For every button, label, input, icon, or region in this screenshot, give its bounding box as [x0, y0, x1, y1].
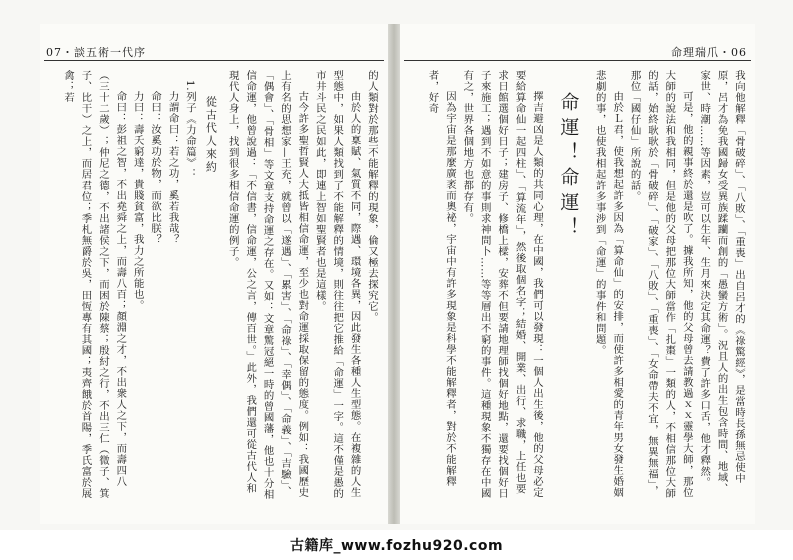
watermark-text: 古籍库_www.fozhu920.com: [289, 538, 504, 554]
left-header-rule: [44, 60, 384, 61]
left-page-body: [48, 70, 380, 504]
section-label: 1.列子《力命篇》：: [183, 80, 196, 180]
right-page-body: [408, 70, 747, 504]
site-watermark: [0, 530, 793, 560]
paragraph: 因為宇宙是那麼廣袤而奧祕，宇宙中有許多現象是科學不能解釋者，對於不能解釋者，好奇: [426, 70, 456, 487]
section-subheading: 從古代人來約: [204, 96, 218, 174]
right-header-rule: [404, 60, 751, 61]
quote-line: 力謂命曰：若之功，奚若我哉？: [166, 90, 179, 245]
paragraph: 由於Ｌ君，使我想起許多因為「算命仙」的安排，而使許多相愛的青年男女發生婚姻悲劇的事，也使我相起許多事涉到「命運」的事件和問題。: [593, 70, 624, 498]
paragraph: 的人類對於那些不能解釋的現象，倫又極去探究它。: [366, 70, 378, 323]
chapter-title: 命運！命運！: [557, 92, 580, 242]
left-page: [40, 24, 388, 524]
quote-line: 命曰：汝奚功於物，而欲比朕？: [149, 90, 162, 245]
paragraph: 可是，他的親事終於還是吹了。據我所知，他的父母曾去請教過ｘｘ靈學大師，那位大師的說法和我相同，但是他的父母把那位大師當作「扎棗」一類的人，不相信那位大師的話，始終耿耿於「骨破碎」、「破家」、「八敗」、「重喪」、「女命帶夫不宜，無異無福」，那位「國仔仙」所說的話。: [628, 70, 693, 499]
paragraph: 擇吉避凶是人類的共同心理，在中國，我們可以發現：一個人出生後，他的父母必定要給算命仙一起四柱」、「算流年」，然後取個名字；結婚、開業、出行、求職，上任也要求日館選個好日子；建房子、修橋上樑，安葬不但要請地理師找個好地點，還要找個好日子來施工；遇到不如意的事則求神問卜……等等層出不窮的事件。這種現象不獨存在中國有之，世界各個地方也都存有。: [461, 70, 543, 499]
left-page-header: 07・談五術一代序: [46, 46, 146, 59]
book-gutter: [388, 24, 400, 524]
paragraph: 我向他解釋「骨破碎」、「八敗」、「重喪」出自呂才的《祿驚經》，是當時長孫無忌使中原，呂才為免我國歸女受異族蹂躪而創的「愚蠻方術」。況且人的出生包含時間、地域、家世、時潮……等因素，豈可以生年、生月來決定其命運？費了許多口舌，他才釋然。: [698, 70, 745, 494]
paragraph: 由於人的稟賦、氣質不同，際遇、環境各異，因此發生各種人生型態。在複雜的人生型態中，如果人類找到了不能解釋的情境，則往往把它推給「命運」一字。這不僅是愚的市井斗民之民如此，即連上智如聖賢者也是這樣。: [313, 70, 361, 499]
quote-line: 力曰：壽夭窮達，貴賤貧富，我力之所能也。: [131, 90, 144, 311]
right-page-header: 命理瑞爪・06: [671, 46, 747, 59]
paragraph: 古今許多聖哲賢人大抵皆相信命運，至少也對命運採取保留的態度。例如：我國歷史上有名的思想家—王充，就曾以「遂遇」、「累害」、「命祿」、「幸偶」、「命義」、「吉驗」、「偶會」、「骨相」等文章支持命運之存在。又如：文章驚冠絕一時的曾國藩，他也十分相信命運，他曾說過：「不信書，信命運，公之言，傳百世。」此外，我們還可從古代人和現代人身上，找到很多相信命運的例子。: [226, 70, 309, 500]
quote-line: 命曰：彭祖之智，不出堯舜之上，而壽八百；顏淵之才，不出衆人之下，而壽四八（三十二歲）；仲尼之德，不出諸侯之下，而困於陳蔡；殷紂之行，不出三仁（微子、箕子、比干）之上，而居君位；季札無爵於吳，田恆專有其國；夷齊餓於首陽，季氏富於展禽；若: [62, 70, 127, 499]
right-page: [400, 24, 755, 524]
